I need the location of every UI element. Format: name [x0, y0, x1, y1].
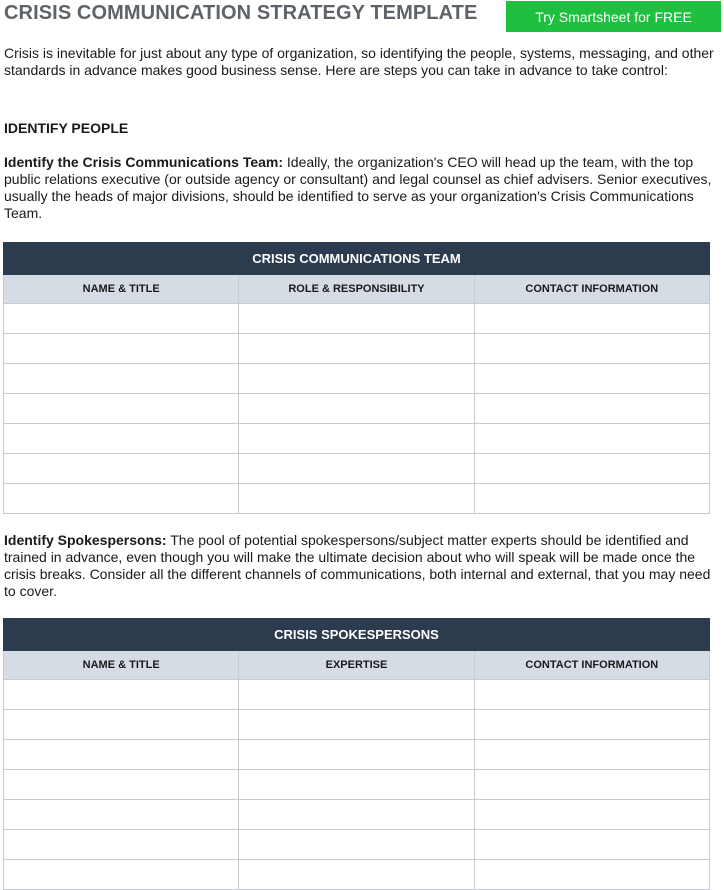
- team-table-row: [4, 394, 710, 424]
- team-col-contact-information: CONTACT INFORMATION: [474, 275, 709, 304]
- spokes-table-row-cell[interactable]: [4, 860, 239, 890]
- spokes-table-row-cell[interactable]: [239, 710, 474, 740]
- spokes-table-row: [4, 770, 710, 800]
- spokes-col-expertise: EXPERTISE: [239, 651, 474, 680]
- spokespersons-paragraph-body: The pool of potential spokespersons/subject matter experts should be identified and trained in advance, even though you will make the ultimate decision about who will speak will be made once the crisis breaks. Consider all the different channels of communications, both internal and external, that you may need to cover.: [4, 532, 711, 599]
- intro-paragraph: Crisis is inevitable for just about any type of organization, so identifying the people, systems, messaging, and other standards in advance makes good business sense. Here are steps you can take in advance to take control:: [4, 45, 714, 78]
- spokes-table-row-cell[interactable]: [474, 740, 709, 770]
- team-table-row-cell[interactable]: [4, 394, 239, 424]
- spokes-table-title: CRISIS SPOKESPERSONS: [4, 619, 710, 651]
- team-table-row-cell[interactable]: [239, 334, 474, 364]
- team-table-row-cell[interactable]: [239, 304, 474, 334]
- team-table-row-cell[interactable]: [4, 454, 239, 484]
- team-table-row-cell[interactable]: [474, 454, 709, 484]
- spokes-table-row-cell[interactable]: [474, 860, 709, 890]
- team-table-row-cell[interactable]: [239, 394, 474, 424]
- team-paragraph-body: Ideally, the organization's CEO will head up the team, with the top public relations executive (or outside agency or consultant) and legal counsel as chief advisers. Senior executives, usually the heads of major divisions, should be identified to serve as your organization's Crisis Communications Team.: [4, 154, 712, 221]
- spokes-table-row: [4, 800, 710, 830]
- spokes-table-body: [4, 680, 710, 890]
- team-table-row-cell[interactable]: [474, 394, 709, 424]
- spokes-table-row-cell[interactable]: [4, 770, 239, 800]
- section-heading-identify-people: IDENTIFY PEOPLE: [4, 120, 129, 136]
- spokes-col-name-title: NAME & TITLE: [4, 651, 239, 680]
- team-paragraph: [4, 154, 716, 222]
- team-table-row-cell[interactable]: [474, 424, 709, 454]
- team-table-row-cell[interactable]: [4, 424, 239, 454]
- spokes-table-row-cell[interactable]: [239, 800, 474, 830]
- team-table-row-cell[interactable]: [474, 364, 709, 394]
- team-table-row: [4, 454, 710, 484]
- spokes-table-row-cell[interactable]: [474, 800, 709, 830]
- spokes-table-row-cell[interactable]: [474, 710, 709, 740]
- team-table-row-cell[interactable]: [239, 424, 474, 454]
- spokes-table-row-cell[interactable]: [4, 800, 239, 830]
- spokes-table-row: [4, 710, 710, 740]
- spokes-table-row-cell[interactable]: [474, 830, 709, 860]
- spokes-table-row-cell[interactable]: [239, 830, 474, 860]
- spokes-table-row-cell[interactable]: [239, 680, 474, 710]
- spokes-table-row: [4, 740, 710, 770]
- team-table-row-cell[interactable]: [4, 364, 239, 394]
- team-table-row-cell[interactable]: [239, 454, 474, 484]
- team-table-row-cell[interactable]: [474, 334, 709, 364]
- spokespersons-paragraph-lead: Identify Spokespersons:: [4, 532, 167, 548]
- spokes-table-row-cell[interactable]: [4, 680, 239, 710]
- team-table-row-cell[interactable]: [4, 304, 239, 334]
- spokes-table-row: [4, 680, 710, 710]
- spokes-col-contact-information: CONTACT INFORMATION: [474, 651, 709, 680]
- team-table-row: [4, 484, 710, 514]
- spokes-table-row: [4, 830, 710, 860]
- team-paragraph-lead: Identify the Crisis Communications Team:: [4, 154, 284, 170]
- team-table-row-cell[interactable]: [474, 304, 709, 334]
- team-table-row-cell[interactable]: [239, 364, 474, 394]
- team-table-body: [4, 304, 710, 514]
- team-table-title: CRISIS COMMUNICATIONS TEAM: [4, 243, 710, 275]
- spokes-table-row-cell[interactable]: [474, 770, 709, 800]
- spokes-table-row-cell[interactable]: [239, 740, 474, 770]
- page-title: CRISIS COMMUNICATION STRATEGY TEMPLATE: [4, 2, 478, 24]
- team-table-row-cell[interactable]: [239, 484, 474, 514]
- team-table-row: [4, 334, 710, 364]
- spokespersons-paragraph: [4, 532, 716, 600]
- spokes-table-row-cell[interactable]: [4, 740, 239, 770]
- team-col-role-responsibility: ROLE & RESPONSIBILITY: [239, 275, 474, 304]
- spokes-table-row-cell[interactable]: [474, 680, 709, 710]
- crisis-spokespersons-table: [3, 618, 710, 890]
- spokes-table-row: [4, 860, 710, 890]
- team-col-name-title: NAME & TITLE: [4, 275, 239, 304]
- team-table-row: [4, 304, 710, 334]
- spokes-table-row-cell[interactable]: [4, 830, 239, 860]
- spokes-table-row-cell[interactable]: [239, 770, 474, 800]
- crisis-communications-team-table: [3, 242, 710, 514]
- spokes-table-row-cell[interactable]: [239, 860, 474, 890]
- try-smartsheet-button[interactable]: Try Smartsheet for FREE: [506, 1, 721, 32]
- team-table-row-cell[interactable]: [4, 484, 239, 514]
- team-table-row: [4, 364, 710, 394]
- team-table-row: [4, 424, 710, 454]
- team-table-row-cell[interactable]: [4, 334, 239, 364]
- spokes-table-row-cell[interactable]: [4, 710, 239, 740]
- team-table-row-cell[interactable]: [474, 484, 709, 514]
